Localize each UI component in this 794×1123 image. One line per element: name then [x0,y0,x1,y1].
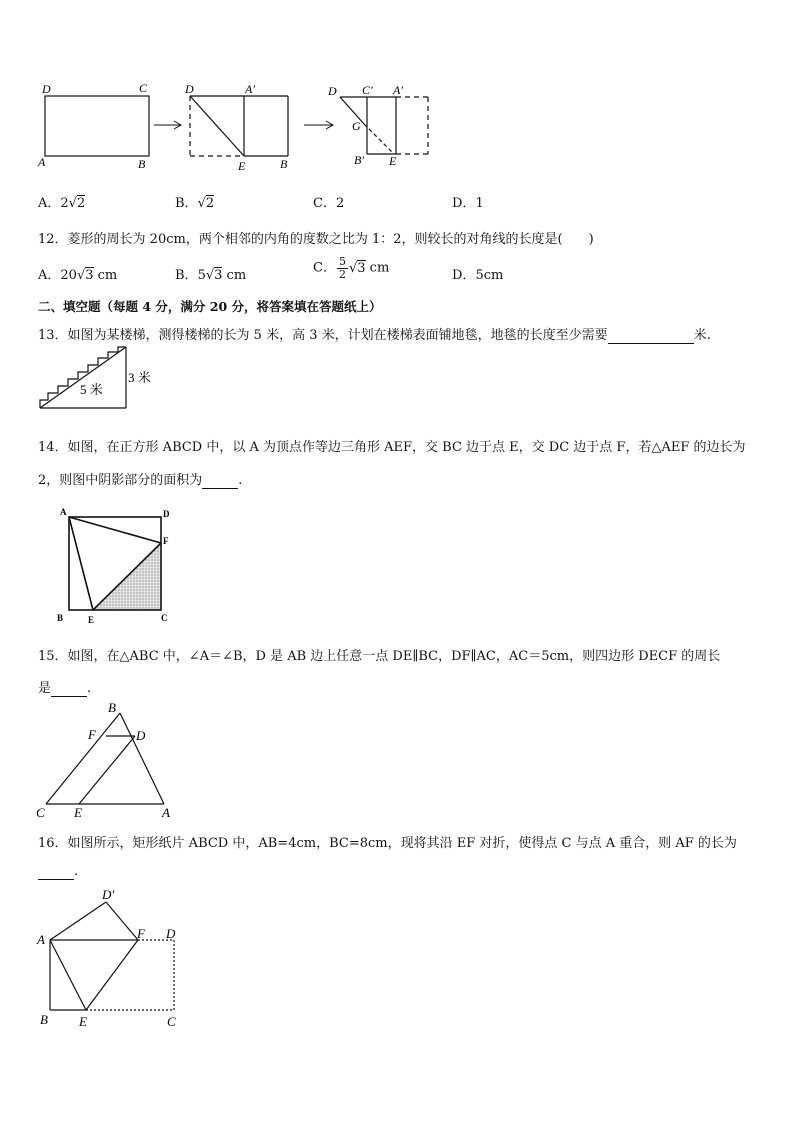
q12-option-d[interactable] [452,264,503,283]
segment-ad-prime [50,902,106,940]
label-B1: B [138,157,146,171]
q11-option-a[interactable] [38,192,85,211]
option-letter: A． [38,196,61,211]
q11-option-c[interactable] [313,192,344,211]
q13-stem-end: 米. [693,328,711,343]
arrow-right-icon [154,121,181,129]
q11-option-b[interactable] [175,192,214,211]
option-radicand: 3 [214,268,223,283]
label-D: D [166,926,176,941]
q16-line2-end: . [74,864,79,879]
label-B2: B [280,157,288,171]
label-D2: D [185,82,194,96]
option-letter: C． [313,260,336,276]
label-A2p: A′ [245,82,255,96]
option-letter: B． [175,196,198,211]
label-A: A [37,932,45,947]
q15-line2 [38,677,91,697]
label-C1: C [139,81,148,95]
option-coef: 2 [60,196,69,211]
label-B: B [57,613,64,623]
option-unit: cm [93,268,118,283]
q16-line1: 16．如图所示，矩形纸片 ABCD 中，AB=4cm，BC=8cm，现将其沿 EF 对折，使得点 C 与点 A 重合，则 AF 的长为 [38,836,737,851]
label-E: E [88,615,95,625]
label-E3: E [389,154,397,168]
label-B: B [108,700,116,715]
label-A: A [60,507,67,517]
sqrt-symbol: √3 [76,268,94,283]
sqrt-symbol: √3 [348,260,366,276]
side-cb [46,713,120,804]
option-radicand: 3 [85,268,94,283]
segment-de [79,736,135,804]
option-text: 2 [335,196,345,211]
option-unit: cm [365,260,390,276]
answer-blank[interactable] [608,328,694,344]
label-F: F [88,727,96,742]
q14-line2-text: 2，则图中阴影部分的面积为 [38,473,203,488]
answer-blank[interactable] [38,864,74,880]
frac-numerator: 5 [338,255,346,268]
q15-line2-text: 是 [38,681,52,696]
segment-dprime-f [106,902,138,940]
label-F: F [163,536,169,546]
label-E: E [74,805,82,820]
label-B: B [40,1012,48,1027]
section-heading: 二、填空题（每题 4 分，满分 20 分，将答案填在答题纸上） [38,299,382,314]
option-coef: 20 [60,268,77,283]
q13-stem [38,324,711,344]
sqrt-symbol: √2 [197,196,215,211]
q12-option-c[interactable] [313,256,389,280]
label-B3p: B′ [354,153,364,167]
answer-blank[interactable] [51,681,87,697]
option-radicand: 3 [357,260,366,276]
label-C: C [36,805,45,820]
option-radicand: 2 [205,196,215,211]
q15-line1: 15．如图，在△ABC 中，∠A＝∠B，D 是 AB 边上任意一点 DE∥BC，DF∥AC，AC＝5cm，则四边形 DECF 的周长 [38,649,721,664]
side-af [69,517,161,543]
option-letter: D． [452,268,476,283]
label-C: C [161,613,168,623]
label-E: E [79,1014,87,1029]
q14-line1: 14．如图，在正方形 ABCD 中，以 A 为顶点作等边三角形 AEF，交 BC 边于点 E，交 DC 边于点 F，若△AEF 的边长为 [38,440,746,455]
q12-option-b[interactable] [175,264,246,283]
q12-stem: 12．菱形的周长为 20cm，两个相邻的内角的度数之比为 1：2，则较长的对角线的长度是( ) [38,232,594,247]
q15-line2-end: . [87,681,92,696]
label-E2: E [238,159,246,173]
q13-staircase-figure [36,344,166,414]
label-D3: D [328,84,337,98]
stair-hypotenuse [40,347,126,408]
label-D: D [163,509,170,519]
option-letter: B． [175,268,198,283]
rect-abcd [45,96,149,156]
label-C: C [167,1014,176,1029]
q11-option-d[interactable] [452,192,484,211]
q15-triangle-figure [32,700,182,822]
q11-figure [30,78,450,178]
stair-length-label: 5 米 [80,382,103,397]
segment-ae [50,940,86,1010]
folded-rect-figure [190,96,288,156]
stair-height-label: 3 米 [128,370,151,385]
q14-line2-end: . [238,473,243,488]
q12-option-a[interactable] [38,264,117,283]
label-Dp: D′ [102,887,115,902]
q14-line2 [38,469,242,489]
arrow-right-icon [304,121,333,129]
option-letter: D． [452,196,476,211]
label-A: A [162,805,170,820]
q13-stem-text: 13．如图为某楼梯，测得楼梯的长为 5 米，高 3 米，计划在楼梯表面铺地毯，地毯的长度至少需要 [38,328,608,343]
side-ae [69,517,93,610]
option-text: 5cm [475,268,504,283]
label-A3p: A′ [393,83,403,97]
label-D1: D [42,82,51,96]
q16-folded-paper-figure [34,884,194,1032]
answer-blank[interactable] [202,473,238,489]
fold-line-ef [86,940,138,1010]
label-G3: G [352,119,361,133]
option-letter: A． [38,268,61,283]
option-unit: cm [222,268,247,283]
option-text: 1 [475,196,484,211]
label-A1: A [38,155,46,169]
sqrt-symbol: √3 [205,268,223,283]
option-letter: C． [313,196,336,211]
option-coef: 5 [197,268,206,283]
q14-square-figure [55,505,185,630]
fraction [337,256,348,280]
sqrt-symbol: √2 [68,196,86,211]
q16-line2 [38,864,78,880]
label-D: D [136,728,146,743]
side-ba [120,713,164,804]
frac-denominator: 2 [338,267,346,281]
label-C3p: C′ [362,83,373,97]
label-F: F [137,926,145,941]
option-radicand: 2 [76,196,86,211]
